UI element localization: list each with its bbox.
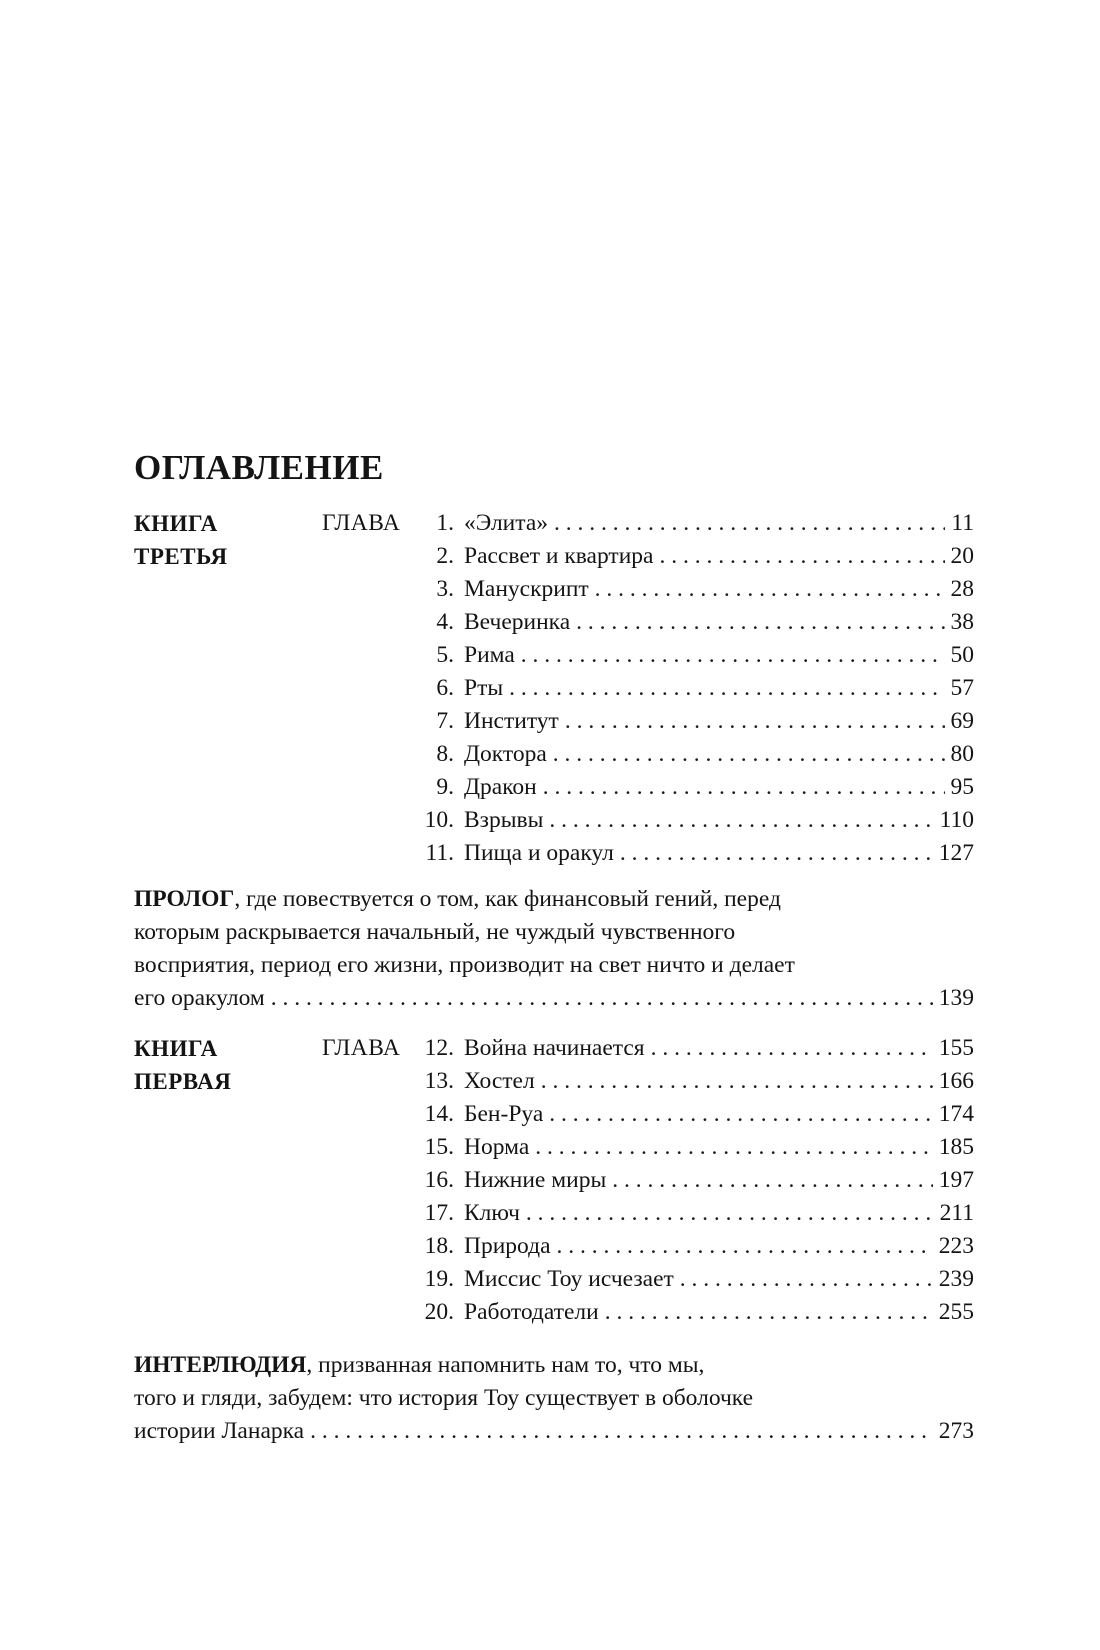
chapter-number: 1. xyxy=(436,510,454,536)
toc-chapter-row[interactable] xyxy=(134,606,974,639)
toc-chapter-row[interactable] xyxy=(134,507,974,540)
interlude-entry[interactable] xyxy=(134,1349,974,1448)
toc-chapter-row[interactable] xyxy=(134,1164,974,1197)
chapter-number: 13. xyxy=(424,1068,454,1094)
chapter-title: Взрывы xyxy=(464,807,544,833)
chapter-label: ГЛАВА xyxy=(322,510,401,536)
dot-leader xyxy=(526,1197,934,1230)
toc-chapter-row[interactable] xyxy=(134,837,974,870)
dot-leader xyxy=(509,672,944,705)
page-number: 57 xyxy=(950,675,974,701)
chapter-number: 17. xyxy=(424,1200,454,1226)
toc-chapter-row[interactable] xyxy=(134,540,974,573)
chapter-entry xyxy=(464,672,974,705)
toc-chapter-row[interactable] xyxy=(134,1296,974,1329)
dot-leader xyxy=(595,573,945,606)
chapter-entry xyxy=(464,639,974,672)
page-number: 197 xyxy=(938,1167,974,1193)
chapter-number: 8. xyxy=(436,741,454,767)
chapter-title: Рима xyxy=(464,642,515,668)
dot-leader xyxy=(651,1032,933,1065)
dot-leader xyxy=(680,1263,933,1296)
page-number: 174 xyxy=(938,1101,974,1127)
page-number: 110 xyxy=(939,807,974,833)
dot-leader xyxy=(549,1098,932,1131)
dot-leader xyxy=(557,1230,933,1263)
chapter-entry xyxy=(464,705,974,738)
chapter-title: Война начинается xyxy=(464,1035,645,1061)
dot-leader xyxy=(659,540,944,573)
dot-leader xyxy=(541,1065,933,1098)
book-label-line: ТРЕТЬЯ xyxy=(134,544,228,569)
chapter-entry xyxy=(464,573,974,606)
chapter-entry xyxy=(464,1230,974,1263)
chapter-number: 19. xyxy=(424,1266,454,1292)
chapter-title: Нижние миры xyxy=(464,1167,607,1193)
toc-chapter-row[interactable] xyxy=(134,1065,974,1098)
interlude-heading: ИНТЕРЛЮДИЯ xyxy=(134,1352,307,1378)
page-number: 20 xyxy=(950,543,974,569)
book-label-line: КНИГА xyxy=(134,1036,218,1061)
chapter-entry xyxy=(464,738,974,771)
chapter-entry xyxy=(464,1263,974,1296)
chapter-number: 11. xyxy=(425,840,454,866)
dot-leader xyxy=(605,1296,933,1329)
chapter-title: Вечеринка xyxy=(464,609,571,635)
dot-leader xyxy=(521,639,945,672)
page-number: 139 xyxy=(938,985,974,1011)
chapter-entry xyxy=(464,1296,974,1329)
chapter-number: 4. xyxy=(436,609,454,635)
page-number: 80 xyxy=(950,741,974,767)
page-number: 223 xyxy=(938,1233,974,1259)
chapter-entry xyxy=(464,1098,974,1131)
toc-chapter-row[interactable] xyxy=(134,1098,974,1131)
chapter-list xyxy=(134,1032,974,1329)
chapter-number: 15. xyxy=(424,1134,454,1160)
chapter-title: Хостел xyxy=(464,1068,535,1094)
page-number: 50 xyxy=(950,642,974,668)
prologue-text: его оракулом xyxy=(134,985,265,1011)
chapter-number: 7. xyxy=(436,708,454,734)
dot-leader xyxy=(554,507,945,540)
toc-chapter-row[interactable] xyxy=(134,804,974,837)
book-label-line: КНИГА xyxy=(134,511,218,536)
chapter-number: 16. xyxy=(424,1167,454,1193)
prologue-heading: ПРОЛОГ xyxy=(134,886,235,912)
toc-chapter-row[interactable] xyxy=(134,1197,974,1230)
chapter-number: 2. xyxy=(436,543,454,569)
dot-leader xyxy=(553,738,945,771)
chapter-number: 3. xyxy=(436,576,454,602)
chapter-entry xyxy=(464,837,974,870)
chapter-number: 18. xyxy=(424,1233,454,1259)
chapter-title: Природа xyxy=(464,1233,551,1259)
chapter-title: Доктора xyxy=(464,741,547,767)
toc-chapter-row[interactable] xyxy=(134,573,974,606)
toc-chapter-row[interactable] xyxy=(134,639,974,672)
chapter-title: Работодатели xyxy=(464,1299,599,1325)
dot-leader xyxy=(543,771,945,804)
page-number: 211 xyxy=(939,1200,974,1226)
chapter-title: Рассвет и квартира xyxy=(464,543,654,569)
dot-leader xyxy=(310,1415,933,1448)
chapter-entry xyxy=(464,606,974,639)
interlude-text: , призванная напомнить нам то, что мы, xyxy=(306,1352,705,1378)
dot-leader xyxy=(565,705,945,738)
chapter-number: 12. xyxy=(424,1035,454,1061)
chapter-entry xyxy=(464,1131,974,1164)
page-number: 95 xyxy=(950,774,974,800)
chapter-number: 10. xyxy=(424,807,454,833)
page-number: 239 xyxy=(938,1266,974,1292)
chapter-entry xyxy=(464,1164,974,1197)
chapter-title: Ключ xyxy=(464,1200,520,1226)
page-number: 155 xyxy=(938,1035,974,1061)
page-number: 273 xyxy=(938,1418,974,1444)
toc-chapter-row[interactable] xyxy=(134,1263,974,1296)
prologue-entry[interactable] xyxy=(134,883,974,1015)
chapter-title: «Элита» xyxy=(464,510,548,536)
chapter-title: Бен-Руа xyxy=(464,1101,544,1127)
chapter-title: Рты xyxy=(464,675,504,701)
toc-chapter-row[interactable] xyxy=(134,738,974,771)
chapter-title: Норма xyxy=(464,1134,530,1160)
chapter-list xyxy=(134,507,974,870)
chapter-title: Пища и оракул xyxy=(464,840,614,866)
page-number: 127 xyxy=(938,840,974,866)
chapter-entry xyxy=(464,1065,974,1098)
toc-chapter-row[interactable] xyxy=(134,705,974,738)
page-number: 255 xyxy=(938,1299,974,1325)
interlude-text: истории Ланарка xyxy=(134,1418,305,1444)
chapter-entry xyxy=(464,771,974,804)
chapter-number: 5. xyxy=(436,642,454,668)
dot-leader xyxy=(620,837,933,870)
prologue-text: , где повествуется о том, как финансовый гений, перед xyxy=(234,886,781,912)
page-number: 28 xyxy=(950,576,974,602)
toc-chapter-row[interactable] xyxy=(134,1131,974,1164)
dot-leader xyxy=(576,606,944,639)
toc-chapter-row[interactable] xyxy=(134,672,974,705)
page-number: 69 xyxy=(950,708,974,734)
page-number: 166 xyxy=(938,1068,974,1094)
chapter-entry xyxy=(464,540,974,573)
toc-chapter-row[interactable] xyxy=(134,1032,974,1065)
page-number: 38 xyxy=(950,609,974,635)
dot-leader xyxy=(535,1131,932,1164)
toc-chapter-row[interactable] xyxy=(134,1230,974,1263)
chapter-title: Миссис Тоу исчезает xyxy=(464,1266,674,1292)
chapter-entry xyxy=(464,507,974,540)
chapter-entry xyxy=(464,1197,974,1230)
chapter-number: 9. xyxy=(436,774,454,800)
dot-leader xyxy=(612,1164,933,1197)
chapter-title: Дракон xyxy=(464,774,537,800)
chapter-number: 6. xyxy=(436,675,454,701)
chapter-number: 14. xyxy=(424,1101,454,1127)
interlude-text: того и гляди, забудем: что история Тоу существует в оболочке xyxy=(134,1385,754,1411)
chapter-number: 20. xyxy=(424,1299,454,1325)
chapter-title: Институт xyxy=(464,708,559,734)
dot-leader xyxy=(549,804,933,837)
chapter-label: ГЛАВА xyxy=(322,1035,401,1061)
chapter-entry xyxy=(464,1032,974,1065)
prologue-text: восприятия, период его жизни, производит на свет ничто и делает xyxy=(134,952,795,978)
chapter-entry xyxy=(464,804,974,837)
page-title: ОГЛАВЛЕНИЕ xyxy=(134,448,384,487)
toc-chapter-row[interactable] xyxy=(134,771,974,804)
prologue-text: которым раскрывается начальный, не чуждый чувственного xyxy=(134,919,736,945)
chapter-title: Манускрипт xyxy=(464,576,589,602)
dot-leader xyxy=(271,982,933,1015)
page-number: 185 xyxy=(938,1134,974,1160)
book-label-line: ПЕРВАЯ xyxy=(134,1069,232,1094)
page-number: 11 xyxy=(951,510,974,536)
